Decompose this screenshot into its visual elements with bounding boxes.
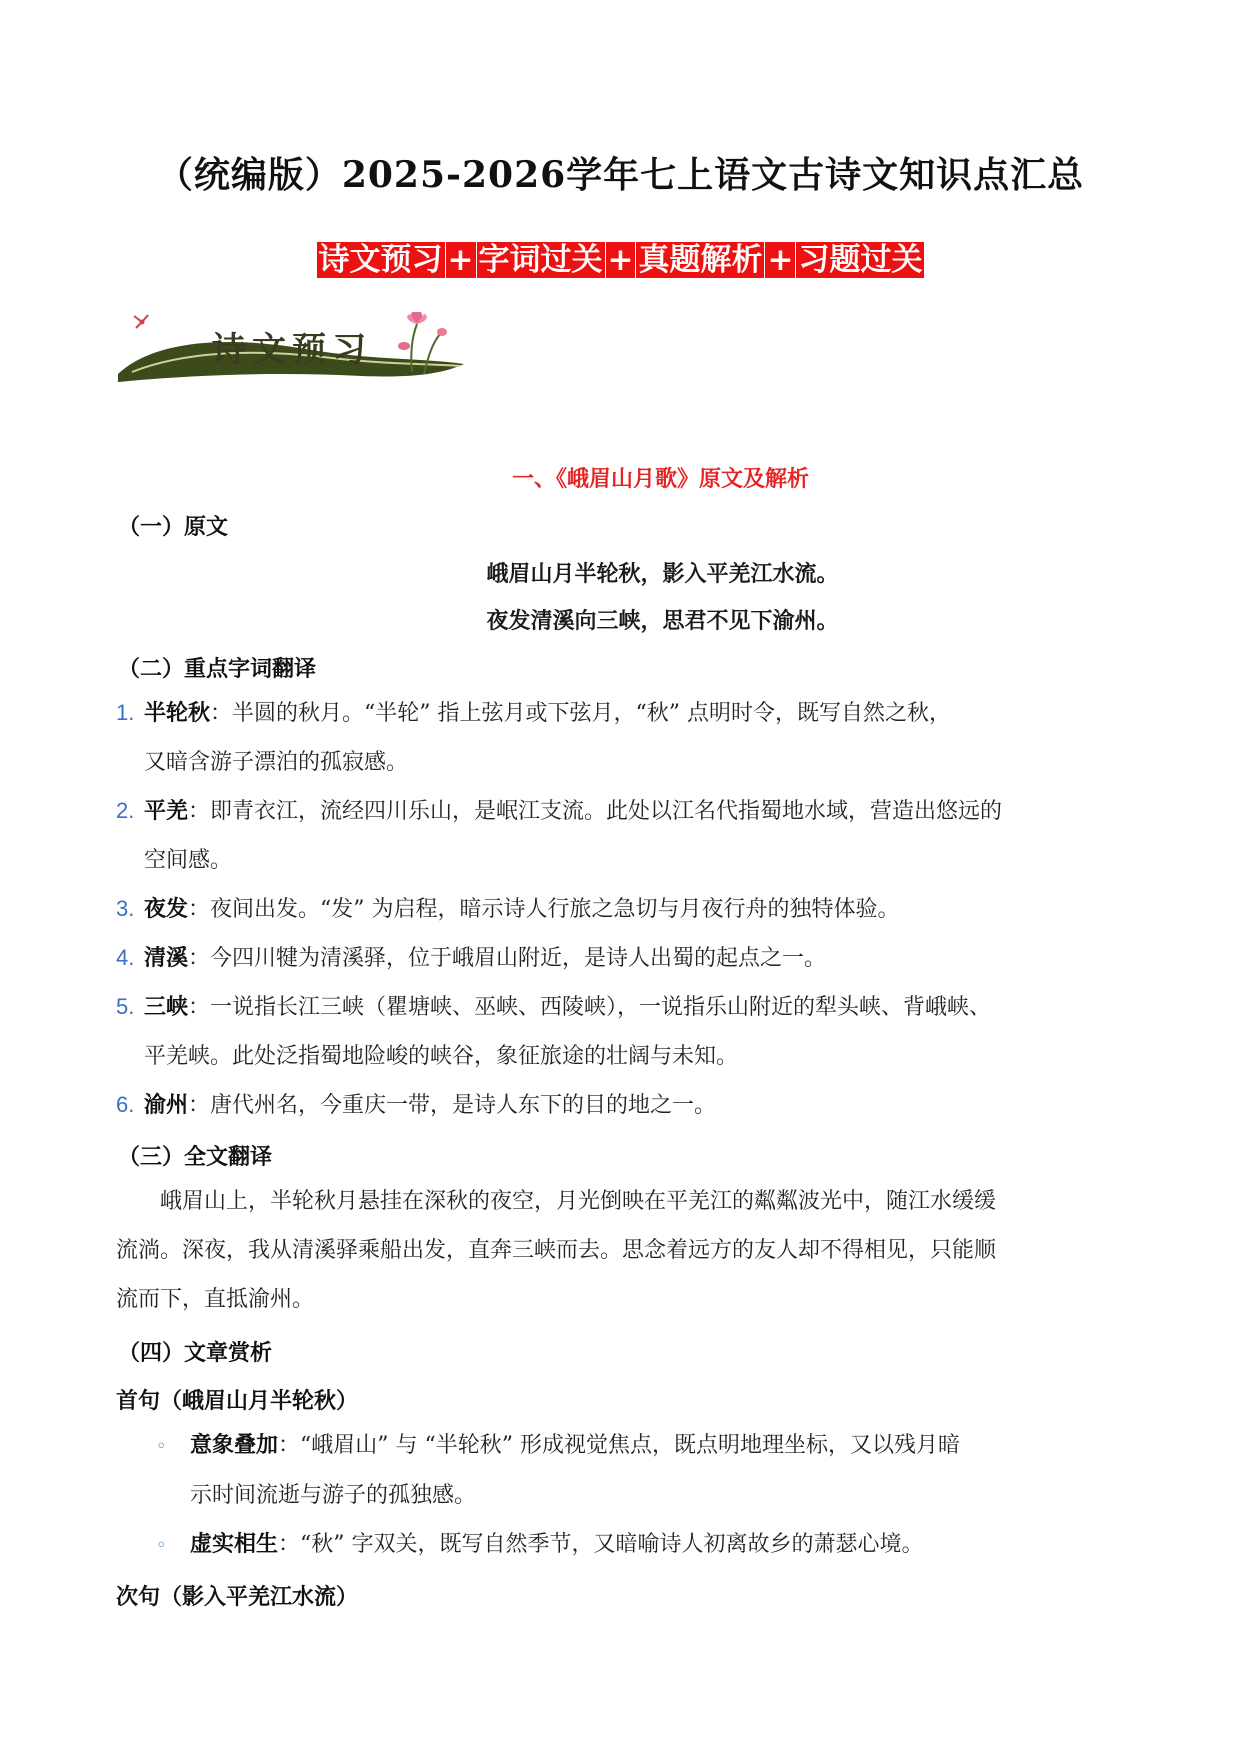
- subtitle-part-words: 字词过关: [478, 242, 603, 278]
- section-title: 一、《峨眉山月歌》原文及解析: [511, 466, 809, 492]
- bullet-circle-icon: ◦: [156, 1535, 167, 1556]
- heading-translation: （三）全文翻译: [118, 1144, 273, 1170]
- list-number: 1.: [116, 700, 135, 725]
- subtitle-plus: +: [607, 242, 634, 278]
- keyword-item: [116, 1080, 1146, 1130]
- poem-line-1: 峨眉山月半轮秋，影入平羌江水流。: [486, 561, 839, 587]
- list-number: 2.: [116, 798, 135, 823]
- keyword-definition: ：夜间出发。“发” 为启程，暗示诗人行旅之急切与月夜行舟的独特体验。: [188, 897, 900, 922]
- bullet-text: ：“秋” 字双关，既写自然季节，又暗喻诗人初离故乡的萧瑟心境。: [278, 1532, 924, 1557]
- list-number: 3.: [116, 896, 135, 921]
- list-number: 5.: [116, 994, 135, 1019]
- bullet-circle-icon: ◦: [156, 1436, 167, 1457]
- list-number: 4.: [116, 945, 135, 970]
- bullet-text: ：“峨眉山” 与 “半轮秋” 形成视觉焦点，既点明地理坐标，又以残月暗: [278, 1433, 960, 1458]
- keyword-definition-cont: 又暗含游子漂泊的孤寂感。: [144, 750, 409, 775]
- keyword-definition: ：即青衣江，流经四川乐山，是岷江支流。此处以江名代指蜀地水域，营造出悠远的: [188, 799, 1003, 824]
- subtitle-plus: +: [767, 242, 794, 278]
- keyword-item: [116, 884, 1146, 934]
- translation-paragraph: [116, 1177, 1136, 1324]
- subtitle-part-exercise: 习题过关: [798, 242, 923, 278]
- keyword-definition-cont: 空间感。: [144, 848, 233, 873]
- keyword-definition-cont: 平羌峡。此处泛指蜀地险峻的峡谷，象征旅途的壮阔与未知。: [144, 1044, 739, 1069]
- keyword-definition: ：唐代州名，今重庆一带，是诗人东下的目的地之一。: [188, 1093, 717, 1118]
- keyword-definition: ：半圆的秋月。“半轮” 指上弦月或下弦月，“秋” 点明时令，既写自然之秋，: [210, 701, 951, 726]
- subtitle-plus: +: [447, 242, 474, 278]
- subtitle: [315, 232, 927, 283]
- keyword-item: [116, 688, 1146, 787]
- subheading-second-line: 次句（影入平羌江水流）: [116, 1584, 359, 1610]
- heading-appreciation: （四）文章赏析: [118, 1340, 273, 1366]
- bullet-term: 意象叠加: [190, 1432, 279, 1458]
- bullet-item: [156, 1421, 1136, 1520]
- translation-line: 峨眉山上，半轮秋月悬挂在深秋的夜空，月光倒映在平羌江的粼粼波光中，随江水缓缓: [160, 1189, 997, 1214]
- keyword-term: 半轮秋: [144, 700, 211, 726]
- bullet-text-cont: 示时间流逝与游子的孤独感。: [190, 1483, 477, 1508]
- list-number: 6.: [116, 1092, 135, 1117]
- section-banner: [112, 312, 472, 390]
- keyword-term: 渝州: [144, 1092, 189, 1118]
- document-title: （统编版）2025-2026学年七上语文古诗文知识点汇总: [156, 154, 1085, 196]
- keyword-term: 夜发: [144, 896, 189, 922]
- subheading-first-line: 首句（峨眉山月半轮秋）: [116, 1388, 359, 1414]
- bullet-item: [156, 1520, 1136, 1570]
- subtitle-part-exam: 真题解析: [638, 242, 763, 278]
- subtitle-bar: [0, 232, 1241, 283]
- keyword-item: [116, 982, 1146, 1081]
- heading-original: （一）原文: [118, 514, 229, 540]
- translation-line: 流而下，直抵渝州。: [116, 1287, 315, 1312]
- keyword-term: 三峡: [144, 994, 189, 1020]
- keyword-definition: ：一说指长江三峡（瞿塘峡、巫峡、西陵峡），一说指乐山附近的犁头峡、背峨峡、: [188, 995, 992, 1020]
- keyword-item: [116, 933, 1146, 983]
- keyword-term: 平羌: [144, 798, 189, 824]
- poem-line-2: 夜发清溪向三峡，思君不见下渝州。: [486, 608, 839, 634]
- keyword-definition: ：今四川犍为清溪驿，位于峨眉山附近，是诗人出蜀的起点之一。: [188, 946, 827, 971]
- banner-label: 诗文预习: [212, 330, 372, 370]
- keyword-item: [116, 786, 1146, 885]
- heading-keywords: （二）重点字词翻译: [118, 656, 317, 682]
- translation-line: 流淌。深夜，我从清溪驿乘船出发，直奔三峡而去。思念着远方的友人却不得相见，只能顺: [116, 1238, 997, 1263]
- bullet-term: 虚实相生: [190, 1531, 279, 1557]
- subtitle-part-preview: 诗文预习: [318, 242, 443, 278]
- keyword-term: 清溪: [144, 945, 189, 971]
